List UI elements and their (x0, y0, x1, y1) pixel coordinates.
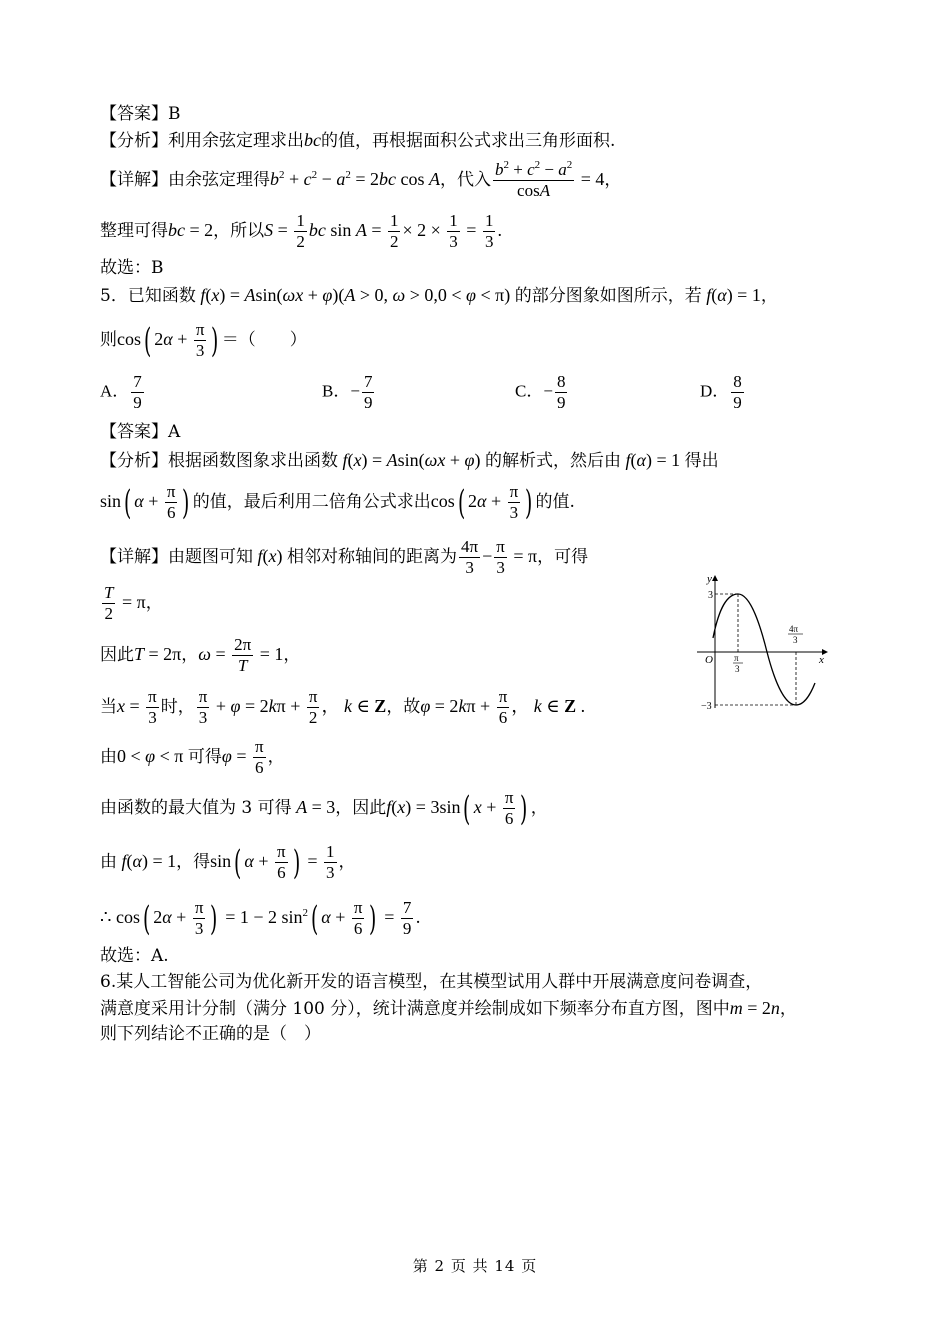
q4-analysis: 【分析】利用余弦定理求出bc的值，再根据面积公式求出三角形面积. (100, 130, 616, 151)
q5-stem-line2: 则cos( 2α + $\frac{\pi}{3}$ ) ＝（ ） (100, 320, 307, 361)
q5-step-phi-value: 由0 < φ < π 可得φ = $\frac{\pi}{6}$ ， (100, 737, 285, 777)
q6-line1: 6.某人工智能公司为优化新开发的语言模型，在其模型试用人群中开展满意度问卷调查， (100, 972, 763, 992)
q5-choice: 故选：A. (100, 946, 169, 966)
y-axis-label: y (707, 573, 712, 585)
tick-4pi-over-3-num: 4π (789, 624, 799, 634)
q5-option-c: C．− $\frac{8}{9}$ (515, 372, 566, 412)
origin-label: O (705, 654, 713, 666)
q5-step-sin: 由 f(α) = 1，得sin( α + $\frac{\pi}{6}$ ) = $\frac{1}{3}$ ， (100, 842, 356, 883)
q4-choice: 故选：B (100, 258, 164, 278)
x-axis-label: x (819, 654, 824, 666)
q5-step-phi: 当x = $\frac{\pi}{3}$ 时， $\frac{\pi}{3}$ + φ = 2kπ + $\frac{\pi}{2}$ ， k ∈ Z，故φ = 2kπ + $\frac{\pi}{6}$ ， k ∈ Z . (100, 687, 586, 727)
q5-answer: 【答案】A (100, 422, 181, 442)
q6-line2: 满意度采用计分制（满分 100 分），统计满意度并绘制成如下频率分布直方图，图中m = 2n， (100, 998, 797, 1019)
q4-line2: 整理可得bc = 2，所以S = $\frac{1}{2}$ bc sin A = $\frac{1}{2}$ × 2 × $\frac{1}{3}$ = $\frac{1}{3}$ . (100, 211, 502, 251)
y-max-label: 3 (708, 590, 713, 601)
y-min-label: −3 (701, 701, 712, 712)
q5-step-function: 由函数的最大值为 3 可得 A = 3，因此f(x) = 3sin( x + $\frac{\pi}{6}$ ) ， (100, 788, 548, 829)
tick-pi-over-3-den: 3 (735, 664, 740, 674)
q5-analysis: 【分析】根据函数图象求出函数 f(x) = Asin(ωx + φ) 的解析式，然后由 f(α) = 1 得出 (100, 450, 719, 471)
q5-option-b: B．− $\frac{7}{9}$ (322, 372, 373, 412)
sine-graph (695, 568, 835, 718)
q5-detail: 【详解】由题图可知 f(x) 相邻对称轴间的距离为 $\frac{4\pi}{3}$ − $\frac{\pi}{3}$ = π，可得 (100, 537, 589, 577)
tick-4pi-over-3-den: 3 (793, 635, 798, 645)
q4-detail: 【详解】由余弦定理得$b^2 + c^2 - a^2 = 2bc$ cos A，代入 $\frac{b^2 + c^2 - a^2}{\cos A}$ = 4， (100, 159, 622, 200)
q4-answer: 【答案】B (100, 104, 181, 124)
page-footer: 第 2 页 共 14 页 (412, 1257, 538, 1275)
q5-step-result: ∴ cos( 2α + $\frac{\pi}{3}$ ) = 1 − 2 $\sin^2$( α + $\frac{\pi}{6}$ ) = $\frac{7}{9}$ . (100, 898, 421, 939)
sine-curve (713, 594, 815, 705)
tick-pi-over-3-num: π (734, 653, 739, 663)
q5-stem: 5．已知函数 f(x) = Asin(ωx + φ)(A > 0, ω > 0,0 < φ < π) 的部分图象如图所示，若 f(α) = 1， (100, 285, 778, 306)
q5-step-period-half: $\frac{T}{2}$ = π， (104, 583, 163, 623)
q5-option-a: A． $\frac{7}{9}$ (100, 372, 142, 412)
q5-option-d: D． $\frac{8}{9}$ (700, 372, 742, 412)
q5-analysis-line2: sin( α + $\frac{\pi}{6}$ ) 的值，最后利用二倍角公式求出cos( 2α + $\frac{\pi}{3}$ ) 的值. (100, 482, 575, 523)
q6-line3: 则下列结论不正确的是（ ） (100, 1024, 321, 1044)
q5-step-omega: 因此T = 2π，ω = $\frac{2\pi}{T}$ = 1， (100, 635, 301, 675)
